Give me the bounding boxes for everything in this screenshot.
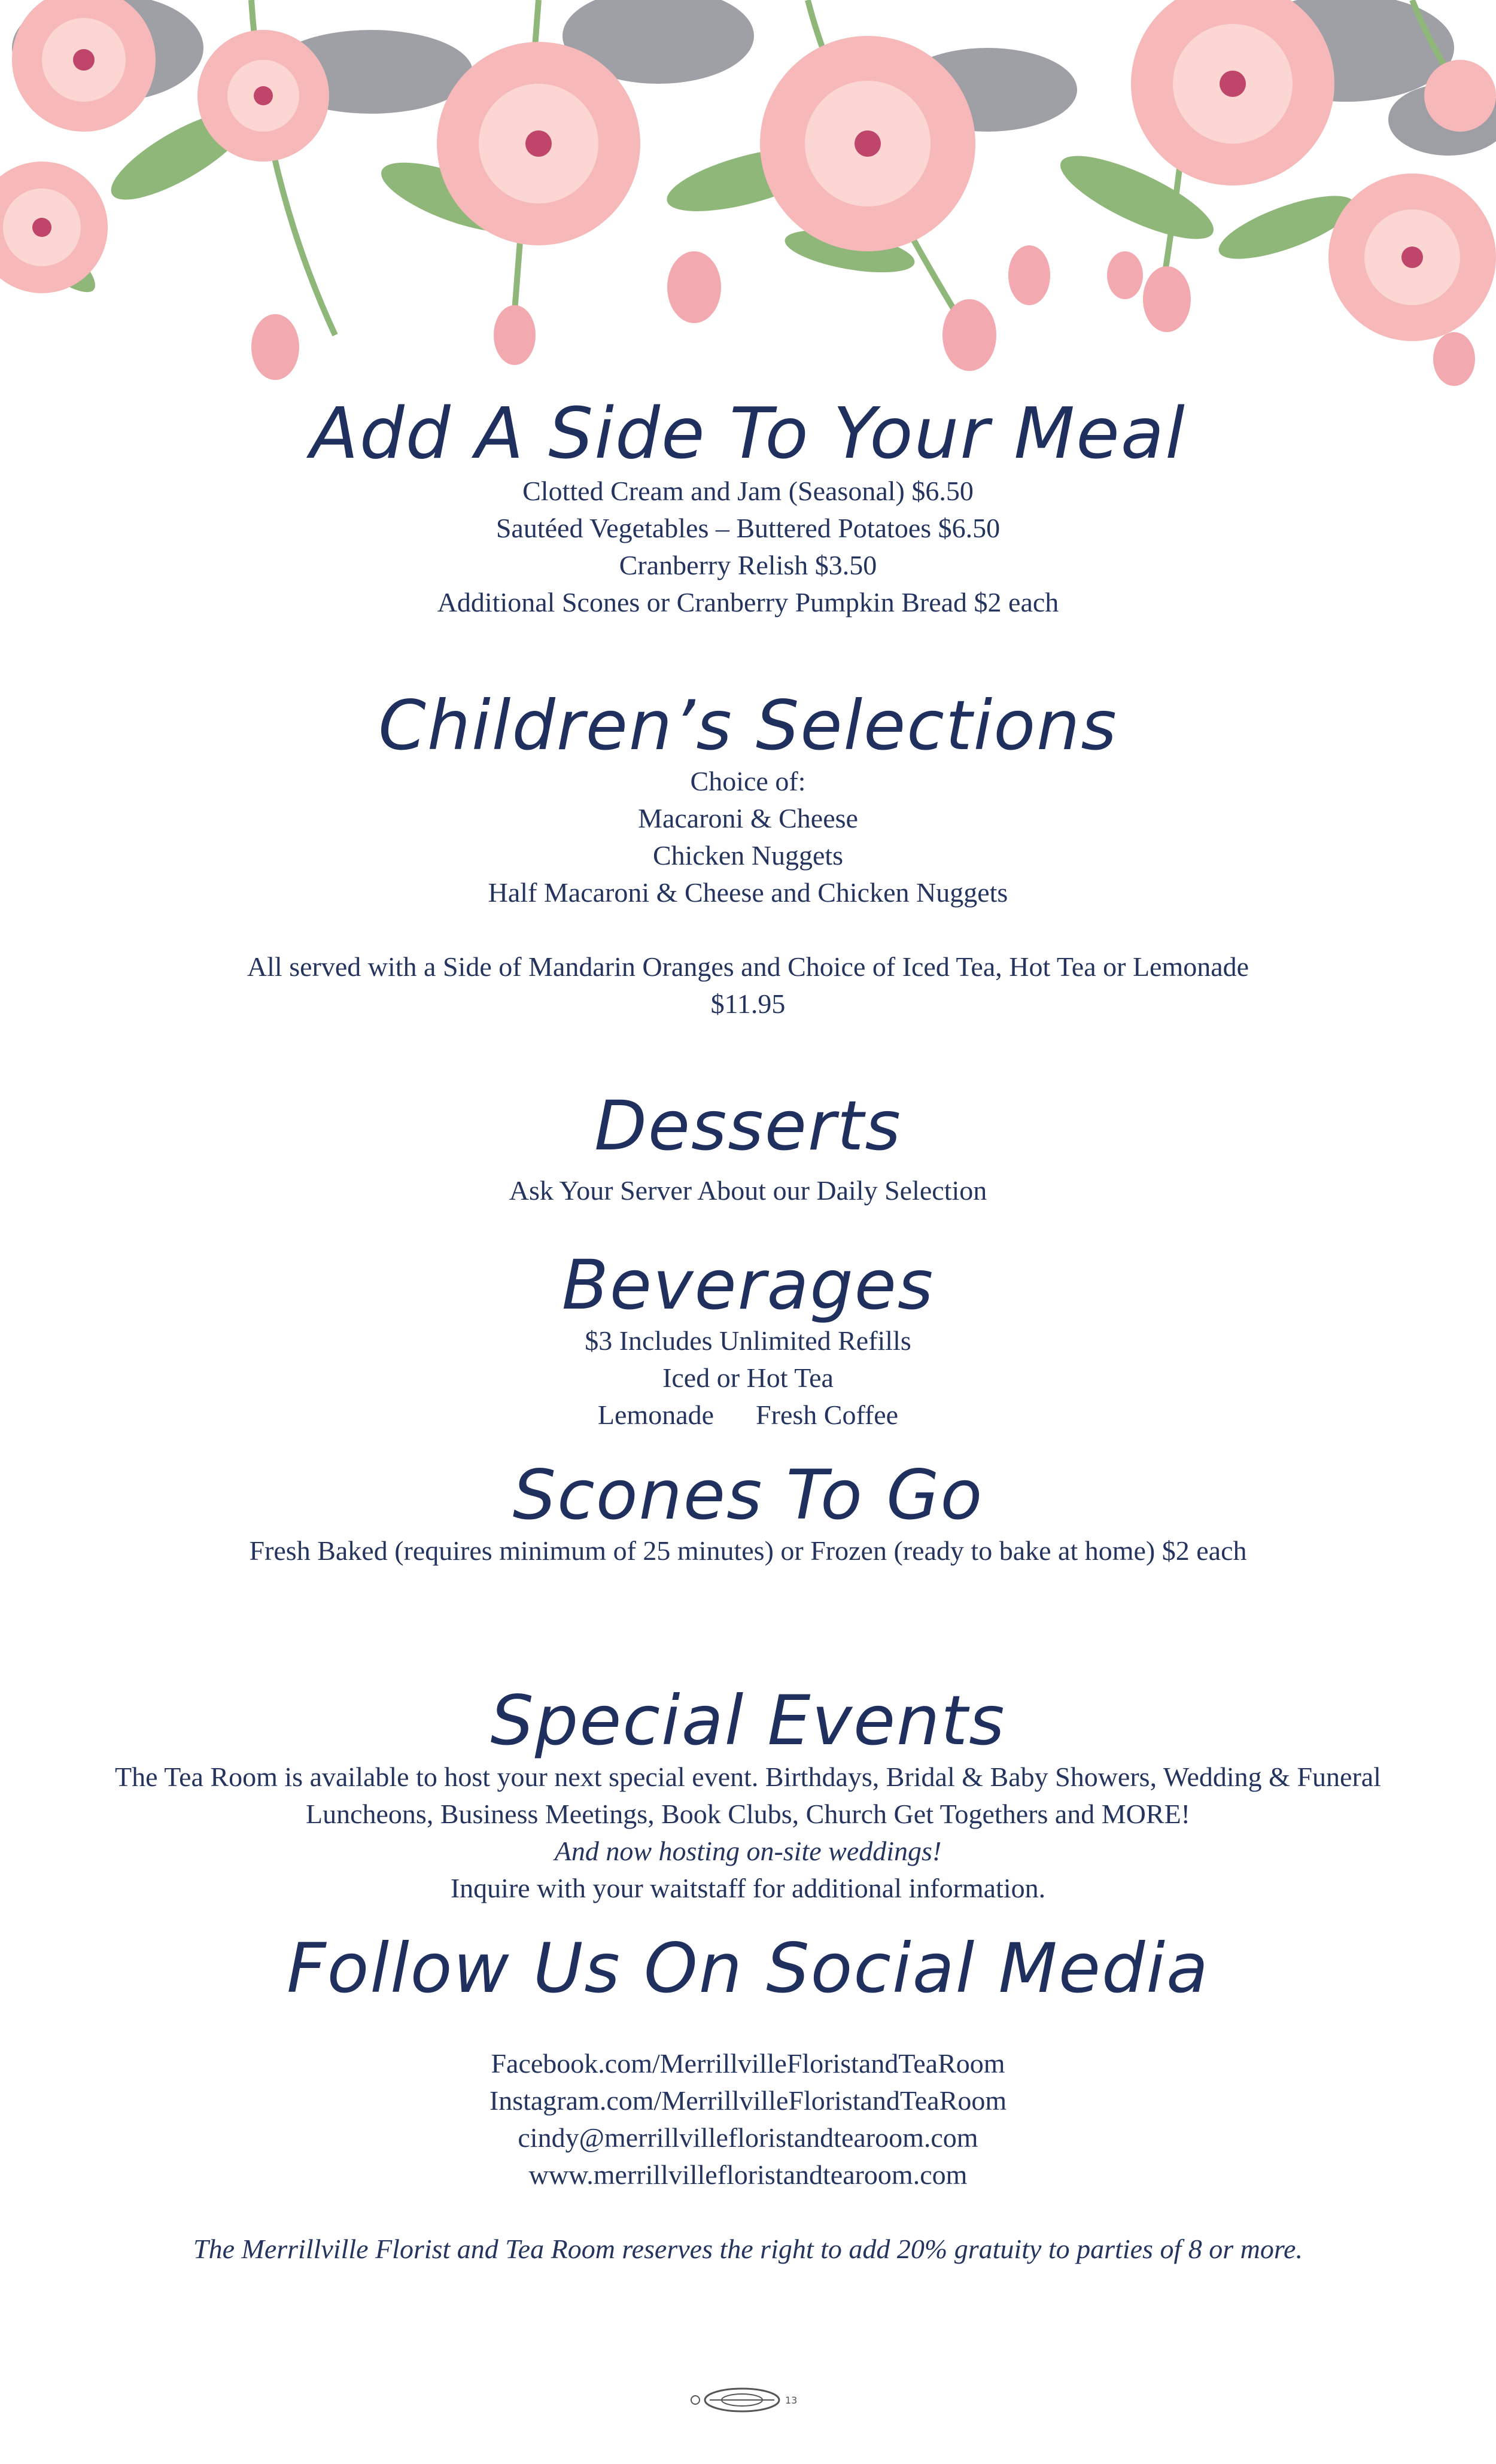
children-heading: Children’s Selections (378, 685, 1118, 765)
events-text: Luncheons, Business Meetings, Book Clubs, Church Get Togethers and MORE! (305, 1798, 1191, 1829)
menu-item: Macaroni & Cheese (638, 803, 858, 834)
menu-item: Additional Scones or Cranberry Pumpkin Bread $2 each (437, 586, 1059, 617)
beverages-heading: Beverages (561, 1245, 935, 1325)
beverages-section (0, 1245, 1496, 1434)
children-note: All served with a Side of Mandarin Oranges and Choice of Iced Tea, Hot Tea or Lemonade (247, 951, 1249, 982)
scones-section (0, 1455, 1496, 1569)
desserts-heading: Desserts (594, 1086, 902, 1166)
choice-label: Choice of: (690, 766, 806, 797)
menu-item: Chicken Nuggets (652, 840, 844, 871)
sides-section (0, 392, 1496, 621)
facebook-link[interactable]: Facebook.com/MerrillvilleFloristandTeaRoom (491, 2048, 1005, 2079)
beverages-price: $3 Includes Unlimited Refills (585, 1325, 911, 1356)
scones-text: Fresh Baked (requires minimum of 25 minutes) or Frozen (ready to bake at home) $2 each (249, 1535, 1247, 1566)
events-text: Inquire with your waitstaff for additional information. (450, 1872, 1046, 1903)
children-price: $11.95 (710, 988, 786, 1020)
social-heading: Follow Us On Social Media (287, 1928, 1209, 2008)
children-section (0, 685, 1496, 1023)
footer-number: 13 (785, 2395, 798, 2406)
menu-content (0, 392, 1496, 2268)
beverage-item: Iced or Hot Tea (662, 1362, 834, 1393)
beverage-item: Fresh Coffee (756, 1399, 899, 1430)
gratuity-disclaimer: The Merrillville Florist and Tea Room reserves the right to add 20% gratuity to parties of 8 or more. (193, 2234, 1303, 2265)
sides-heading: Add A Side To Your Meal (310, 392, 1186, 474)
social-section (0, 1928, 1496, 2194)
beverage-row (0, 1397, 1496, 1434)
menu-item: Cranberry Relish $3.50 (619, 549, 877, 580)
scones-heading: Scones To Go (512, 1455, 984, 1535)
website-link[interactable]: www.merrillvillefloristandtearoom.com (528, 2159, 968, 2191)
menu-item: Sautéed Vegetables – Buttered Potatoes $6.50 (495, 512, 1001, 543)
beverage-item: Lemonade (597, 1399, 714, 1430)
union-bug-icon (688, 2384, 808, 2414)
desserts-text: Ask Your Server About our Daily Selection (509, 1175, 987, 1206)
menu-item: Clotted Cream and Jam (Seasonal) $6.50 (522, 475, 974, 506)
footer-logo (688, 2384, 808, 2414)
menu-item: Half Macaroni & Cheese and Chicken Nuggets (488, 877, 1008, 908)
instagram-link[interactable]: Instagram.com/MerrillvilleFloristandTeaRoom (489, 2085, 1007, 2116)
events-heading: Special Events (490, 1681, 1006, 1761)
events-text: The Tea Room is available to host your next special event. Birthdays, Bridal & Baby Showers, Wedding & Funeral (115, 1761, 1381, 1792)
events-section (0, 1683, 1496, 1906)
events-weddings-note: And now hosting on-site weddings! (554, 1835, 942, 1866)
desserts-section (0, 1088, 1496, 1209)
floral-border-illustration (0, 0, 1496, 395)
email-link[interactable]: cindy@merrillvillefloristandtearoom.com (518, 2122, 978, 2153)
